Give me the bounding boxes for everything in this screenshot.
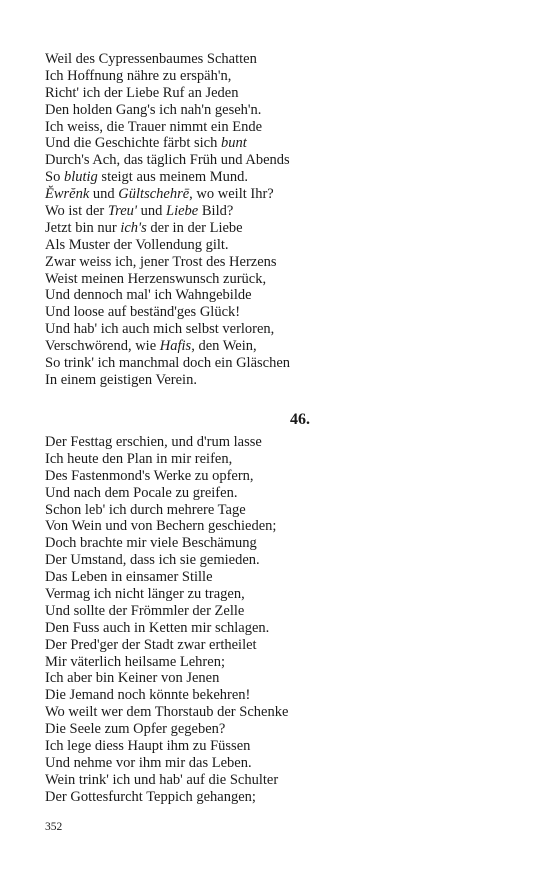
poem-line (45, 670, 288, 687)
poem-text: Der Umstand, dass ich sie gemieden. (45, 552, 260, 569)
poem-line (45, 468, 288, 485)
poem-text: Ich Hoffnung nähre zu erspäh'n, (45, 67, 232, 84)
poem-italic-text: ich's (120, 219, 147, 236)
poem-line (45, 169, 290, 186)
poem-text: , wo weilt Ihr? (189, 186, 274, 203)
poem-text: Und hab' ich auch mich selbst verloren, (45, 321, 275, 338)
poem-text: So trink' ich manchmal doch ein Gläschen (45, 355, 291, 372)
poem-text: Bild? (198, 203, 234, 220)
poem-italic-text: bunt (220, 135, 247, 152)
poem-line (45, 186, 290, 203)
page-number: 352 (45, 821, 63, 833)
poem-text: Doch brachte mir viele Beschämung (45, 535, 257, 552)
poem-line (45, 372, 290, 389)
poem-text: Das Leben in einsamer Stille (45, 569, 213, 586)
poem-text: Der Festtag erschien, und d'rum lasse (45, 434, 262, 450)
poem-text: der in der Liebe (146, 219, 243, 236)
poem-line (45, 152, 290, 169)
poem-line (45, 569, 288, 586)
poem-line (45, 102, 290, 119)
poem-text: Den holden Gang's ich nah'n geseh'n. (45, 101, 262, 118)
poem-text: Weil des Cypressenbaumes Schatten (45, 51, 257, 67)
poem-line (45, 338, 290, 355)
poem-text: Jetzt bin nur (45, 219, 121, 236)
poem-text: Und nehme vor ihm mir das Leben. (45, 754, 252, 771)
poem-line (45, 271, 290, 288)
poem-line (45, 135, 290, 152)
poem-line (45, 789, 288, 806)
poem-line (45, 654, 288, 671)
poem-text: , den Wein, (191, 338, 257, 355)
poem-text: Der Gottesfurcht Teppich gehangen; (45, 788, 256, 805)
poem-text: Schon leb' ich durch mehrere Tage (45, 501, 246, 518)
poem-line (45, 220, 290, 237)
poem-stanza-bottom (45, 434, 288, 806)
poem-text: Und nach dem Pocale zu greifen. (45, 484, 238, 501)
poem-line (45, 321, 290, 338)
poem-text: Wein trink' ich und hab' auf die Schulter (45, 771, 279, 788)
poem-text: Und loose auf beständ'ges Glück! (45, 304, 241, 321)
poem-line (45, 355, 290, 372)
poem-text: So (45, 169, 64, 186)
poem-text: Weist meinen Herzenswunsch zurück, (45, 270, 267, 287)
poem-text: Ich lege diess Haupt ihm zu Füssen (45, 738, 251, 755)
poem-line (45, 721, 288, 738)
poem-line (45, 586, 288, 603)
poem-line (45, 535, 288, 552)
poem-text: Wo weilt wer dem Thorstaub der Schenke (45, 704, 289, 721)
poem-text: Und sollte der Frömmler der Zelle (45, 602, 245, 619)
poem-text: Die Seele zum Opfer gegeben? (45, 721, 226, 738)
section-heading: 46. (290, 411, 310, 428)
poem-line (45, 451, 288, 468)
poem-italic-text: Treu' (107, 203, 138, 220)
poem-line (45, 287, 290, 304)
poem-text: und (89, 186, 119, 203)
poem-text: Und die Geschichte färbt sich (45, 135, 221, 152)
poem-line (45, 85, 290, 102)
poem-text: Des Fastenmond's Werke zu opfern, (45, 467, 254, 484)
poem-line (45, 772, 288, 789)
poem-text: Mir väterlich heilsame Lehren; (45, 653, 225, 670)
poem-line (45, 51, 290, 68)
poem-line (45, 485, 288, 502)
poem-line (45, 704, 288, 721)
poem-text: Vermag ich nicht länger zu tragen, (45, 586, 245, 603)
poem-text: Ich aber bin Keiner von Jenen (45, 670, 220, 687)
poem-text: Ich weiss, die Trauer nimmt ein Ende (45, 118, 263, 135)
poem-italic-text: Gültschehrē (118, 186, 190, 203)
poem-line (45, 434, 288, 451)
poem-stanza-top (45, 51, 290, 389)
poem-line (45, 738, 288, 755)
poem-line (45, 237, 290, 254)
poem-text: Ich heute den Plan in mir reifen, (45, 450, 233, 467)
poem-line (45, 637, 288, 654)
poem-text: Durch's Ach, das täglich Früh und Abends (45, 152, 290, 169)
poem-text: Wo ist der (45, 203, 108, 220)
poem-italic-text: Ĕwrĕnk (45, 186, 90, 203)
poem-line (45, 68, 290, 85)
poem-line (45, 304, 290, 321)
poem-text: In einem geistigen Verein. (45, 371, 197, 388)
poem-italic-text: blutig (63, 169, 98, 186)
poem-text: Verschwörend, wie (45, 338, 160, 355)
poem-text: Von Wein und von Bechern geschieden; (45, 518, 277, 535)
poem-italic-text: Hafis (159, 338, 192, 355)
poem-line (45, 552, 288, 569)
poem-text: Die Jemand noch könnte bekehren! (45, 687, 251, 704)
poem-text: Den Fuss auch in Ketten mir schlagen. (45, 619, 270, 636)
poem-text: und (137, 203, 167, 220)
poem-text: Richt' ich der Liebe Ruf an Jeden (45, 84, 239, 101)
poem-text: Als Muster der Vollendung gilt. (45, 236, 229, 253)
poem-text: Und dennoch mal' ich Wahngebilde (45, 287, 252, 304)
poem-line (45, 119, 290, 136)
poem-text: Zwar weiss ich, jener Trost des Herzens (45, 253, 277, 270)
poem-line (45, 254, 290, 271)
poem-line (45, 502, 288, 519)
poem-text: Der Pred'ger der Stadt zwar ertheilet (45, 636, 257, 653)
poem-line (45, 203, 290, 220)
poem-line (45, 518, 288, 535)
poem-line (45, 755, 288, 772)
poem-text: steigt aus meinem Mund. (97, 169, 249, 186)
poem-line (45, 603, 288, 620)
poem-line (45, 687, 288, 704)
poem-italic-text: Liebe (166, 203, 199, 220)
poem-line (45, 620, 288, 637)
